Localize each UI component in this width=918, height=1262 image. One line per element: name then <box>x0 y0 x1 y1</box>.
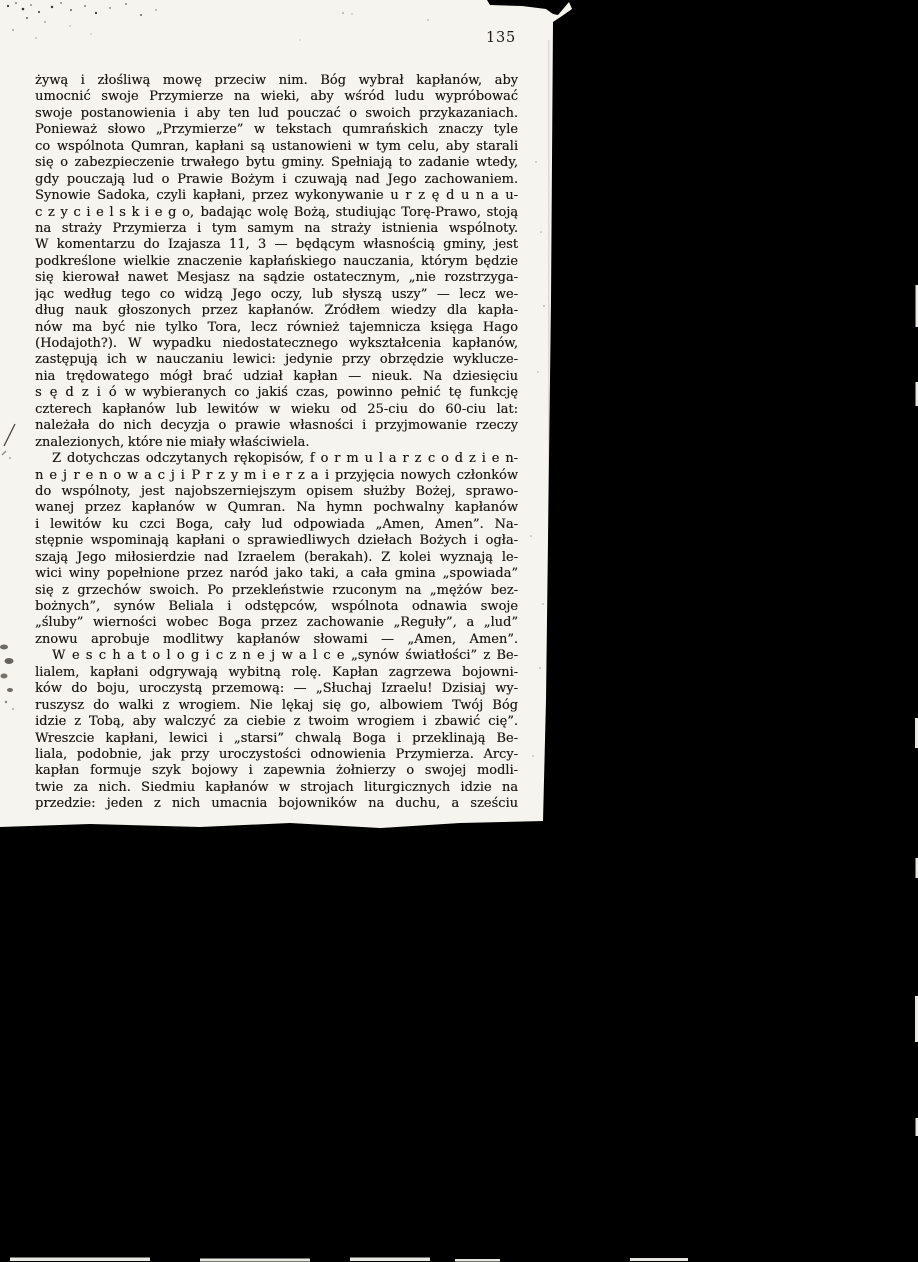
text-line: c z y c i e l s k i e g o, badając wolę Bożą, studiując Torę-Prawo, stoją <box>35 204 518 220</box>
text-line: wici winy popełnione przez naród jako taki, a cała gmina „spowiada” <box>35 566 518 582</box>
text-line: W e s c h a t o l o g i c z n e j w a l c e „synów światłości” z Be- <box>52 648 518 664</box>
text-line: n e j r e n o w a c j i P r z y m i e r z a i przyjęcia nowych członków <box>35 467 518 483</box>
text-line: idzie z Tobą, aby walczyć za ciebie z twoim wrogiem i zbawić cię”. <box>35 714 518 730</box>
text-line: podkreślone wielkie znaczenie kapłańskiego nauczania, którym będzie <box>35 253 518 269</box>
text-line: na straży Przymierza i tym samym na straży istnienia wspólnoty. <box>35 220 518 236</box>
text-line: twie za nich. Siedmiu kapłanów w strojach liturgicznych idzie na <box>35 779 518 795</box>
text-line: jąc według tego co widzą Jego oczy, lub słyszą uszy” — lecz we- <box>35 286 518 302</box>
text-line: stępnie wspominają kapłani o sprawiedliwych dziełach Bożych i ogła- <box>35 533 518 549</box>
text-line: kapłan formuje szyk bojowy i zapewnia żołnierzy o swojej modli- <box>35 763 518 779</box>
text-line: lialem, kapłani odgrywają wybitną rolę. Kapłan zagrzewa bojowni- <box>35 664 518 680</box>
text-line: swoje postanowienia i aby ten lud pouczać o swoich przykazaniach. <box>35 105 518 121</box>
text-line: (Hodajoth?). W wypadku niedostatecznego wykształcenia kapłanów, <box>35 336 518 351</box>
text-line: się o zabezpieczenie trwałego bytu gminy. Spełniają to zadanie wtedy, <box>35 155 518 171</box>
text-line: dług nauk głoszonych przez kapłanów. Źródłem wiedzy dla kapła- <box>35 303 518 319</box>
text-line: wanej przez kapłanów w Qumran. Na hymn pochwalny kapłanów <box>35 500 518 516</box>
text-line: Wreszcie kapłani, lewici i „starsi” chwalą Boga i przeklinają Be- <box>35 730 518 746</box>
page-number: 135 <box>486 30 517 46</box>
text-line: Ponieważ słowo „Przymierze” w tekstach qumrańskich znaczy tyle <box>35 122 518 138</box>
text-line: i lewitów ku czci Boga, cały lud odpowiada „Amen, Amen”. Na- <box>35 516 518 532</box>
text-line: zastępują ich w nauczaniu lewici: jedynie przy obrzędzie wyklucze- <box>35 352 518 368</box>
text-line: przedzie: jeden z nich umacnia bojowników na duchu, a sześciu <box>35 796 518 812</box>
text-line: W komentarzu do Izajasza 11, 3 — będącym własnością gminy, jest <box>35 237 518 253</box>
text-line: Synowie Sadoka, czyli kapłani, przez wykonywanie u r z ę d u n a u- <box>35 188 518 204</box>
text-line: czterech kapłanów lub lewitów w wieku od 25-ciu do 60-ciu lat: <box>35 401 518 417</box>
text-line: gdy pouczają lud o Prawie Bożym i czuwają nad Jego zachowaniem. <box>35 171 518 187</box>
text-line: bożnych”, synów Beliala i odstępców, wspólnota odnawia swoje <box>35 599 518 614</box>
text-line: Z dotychczas odczytanych rękopisów, f o r m u l a r z c o d z i e n- <box>52 451 518 467</box>
text-line: się z grzechów swoich. Po przekleństwie rzuconym na „mężów bez- <box>35 582 518 598</box>
text-line: do wspólnoty, jest najobszerniejszym opisem służby Bożej, sprawo- <box>35 483 518 499</box>
text-line: ruszysz do walki z wrogiem. Nie lękaj się go, albowiem Twój Bóg <box>35 697 518 713</box>
text-line: umocnić swoje Przymierze na wieki, aby wśród ludu wypróbować <box>35 89 518 105</box>
text-line: żywą i złośliwą mowę przeciw nim. Bóg wybrał kapłanów, aby <box>35 73 518 88</box>
text-line: się kierował nawet Mesjasz na sądzie ostatecznym, „nie rozstrzyga- <box>35 270 518 286</box>
text-line: „śluby” wierności wobec Boga przez zachowanie „Reguły”, a „lud” <box>35 615 518 631</box>
text-line: co wspólnota Qumran, kapłani są ustanowieni w tym celu, aby starali <box>35 138 518 154</box>
text-line: nia trędowatego mógł brać udział kapłan — nieuk. Na dziesięciu <box>35 368 518 384</box>
text-line: liala, podobnie, jak przy uroczystości odnowienia Przymierza. Arcy- <box>35 746 518 762</box>
text-block <box>35 73 518 813</box>
text-line: nów ma być nie tylko Tora, lecz również tajemnicza księga Hago <box>35 319 518 335</box>
text-line: znalezionych, które nie miały właściwiela. <box>35 434 310 450</box>
text-line: należała do nich decyzja o prawie własności i przyjmowanie rzeczy <box>35 418 518 434</box>
text-line: znowu aprobuje modlitwy kapłanów słowami — „Amen, Amen”. <box>35 631 518 647</box>
text-line: s ę d z i ó w wybieranych co jakiś czas, powinno pełnić tę funkcję <box>35 385 518 401</box>
text-line: szają Jego miłosierdzie nad Izraelem (berakah). Z kolei wyznają le- <box>35 549 518 565</box>
text-line: ków do boju, uroczystą przemową: — „Słuchaj Izraelu! Dzisiaj wy- <box>35 681 518 697</box>
